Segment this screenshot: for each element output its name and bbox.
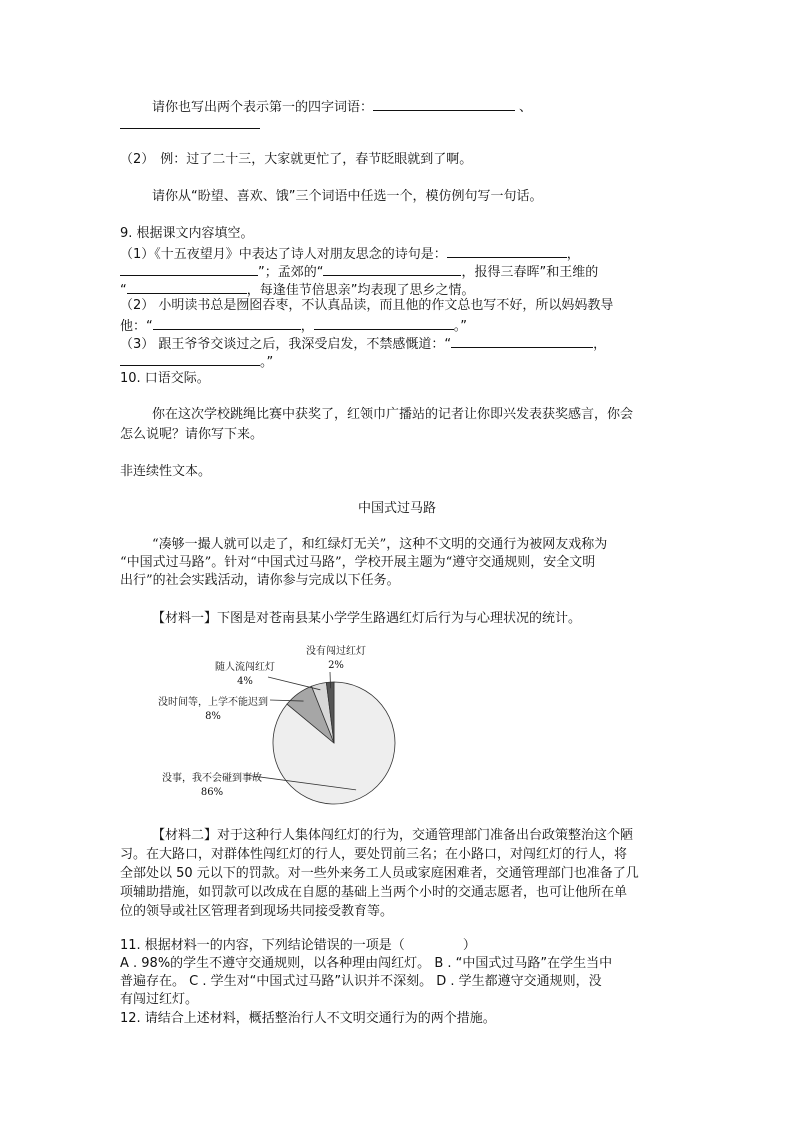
material2-line2: 习。在大路口，对群体性闯红灯的行人，要处罚前三名；在小路口，对闯红灯的行人，将	[120, 847, 628, 862]
separator-comma: 、	[519, 100, 533, 115]
q9-comma-2: ，	[300, 319, 314, 334]
q9-item3-text: （3） 跟王爷爷交谈过之后，我深受启发，不禁感慨道：“	[120, 337, 452, 352]
q9-item2-line1: （2） 小明读书总是囫囵吞枣，不认真品读，而且他的作文总也写不好，所以妈妈教导	[120, 298, 614, 313]
q9-title: 9. 根据课文内容填空。	[120, 226, 254, 241]
q9-item3-end: 。”	[260, 355, 274, 370]
article-p1-line1: “凑够一撮人就可以走了，和红绿灯无关”，这种不文明的交通行为被网友戏称为	[152, 537, 608, 552]
label-follow-crowd: 随人流闯红灯	[215, 662, 275, 673]
q9-comma-3: ，	[593, 337, 607, 352]
q11-paren-close: ）	[462, 938, 476, 953]
q11-options-line2: 普遍存在。 C . 学生对“中国式过马路”认识并不深刻。 D . 学生都遵守交通规则，没	[120, 974, 602, 989]
q2-label: （2）	[120, 152, 155, 167]
q10-line1: 你在这次学校跳绳比赛中获奖了，红领巾广播站的记者让你即兴发表获奖感言，你会	[152, 407, 634, 422]
q9-blank-5[interactable]	[153, 315, 301, 330]
q2-example: 例：过了二十三，大家就更忙了，春节眨眼就到了啊。	[160, 152, 473, 167]
q9-item3-line2	[120, 351, 273, 372]
q9-comma-1: ，	[566, 247, 580, 262]
q11-stem-line	[120, 937, 476, 955]
q2-instruction: 请你从“盼望、喜欢、饿”三个词语中任选一个，模仿例句写一句话。	[152, 189, 543, 204]
q9-san-chun: ，报得三春晖”和王维的	[461, 265, 599, 280]
answer-blank-2[interactable]	[120, 114, 260, 129]
article-p1-line2: “中国式过马路”。针对“中国式过马路”，学校开展主题为“遵守交通规则，安全文明	[120, 555, 596, 570]
answer-blank-line-2	[120, 114, 260, 135]
label-never-ran-red: 没有闯过红灯	[306, 646, 366, 657]
article-p1-line3: 出行”的社会实践活动，请你参与完成以下任务。	[120, 573, 400, 588]
q11-options-line1: A . 98%的学生不遵守交通规则，以各种理由闯红灯。 B . “中国式过马路”在学生当中	[120, 956, 613, 971]
material2-line5: 位的领导或社区管理者到现场共同接受教育等。	[120, 904, 394, 919]
material2-line1: 【材料二】对于这种行人集体闯红灯的行为，交通管理部门准备出台政策整治这个陋	[152, 828, 634, 843]
value-never-ran-red: 2%	[328, 660, 344, 671]
q9-item2-prefix: 他：“	[120, 319, 153, 334]
q9-blank-2[interactable]	[120, 261, 258, 276]
q9-blank-3[interactable]	[323, 261, 461, 276]
q11-stem: 11. 根据材料一的内容，下列结论错误的一项是（	[120, 938, 405, 953]
pie-chart	[0, 640, 794, 820]
nontext-heading: 非连续性文本。	[120, 464, 212, 479]
q10-line2: 怎么说呢？请你写下来。	[120, 427, 264, 442]
article-title: 中国式过马路	[357, 501, 436, 516]
q9-blank-4[interactable]	[127, 279, 247, 294]
material1-text: 【材料一】下图是对苍南县某小学学生路遇红灯后行为与心理状况的统计。	[152, 611, 582, 626]
q9-blank-7[interactable]	[451, 333, 593, 348]
q9-meng-jiao: ”；孟郊的“	[258, 265, 324, 280]
q9-wang-wei: ，每逢佳节倍思亲”均表现了思乡之情。	[246, 283, 475, 298]
four-char-prompt: 请你也写出两个表示第一的四字词语：	[152, 100, 374, 115]
q2-example-line	[120, 151, 472, 169]
leader-line	[330, 672, 331, 688]
answer-blank-1[interactable]	[373, 96, 515, 111]
q9-item1-text: （1）《十五夜望月》中表达了诗人对朋友思念的诗句是：	[120, 247, 447, 262]
q9-blank-6[interactable]	[314, 315, 454, 330]
value-no-time: 8%	[205, 711, 221, 722]
material2-line3: 全部处以 50 元以下的罚款。对一些外来务工人员或家庭困难者，交通管理部门也准备了几	[120, 866, 639, 881]
q10-title: 10. 口语交际。	[120, 371, 210, 386]
q9-item2-end: 。”	[453, 319, 468, 334]
material2-line4: 项辅助措施，如罚款可以改成在自愿的基础上当两个小时的交通志愿者，也可让他所在单	[120, 885, 628, 900]
q12-stem: 12. 请结合上述材料，概括整治行人不文明交通行为的两个措施。	[120, 1011, 496, 1026]
label-no-time: 没时间等，上学不能迟到	[158, 697, 268, 708]
value-follow-crowd: 4%	[237, 676, 253, 687]
value-no-accident: 86%	[200, 787, 224, 798]
q9-blank-8[interactable]	[120, 351, 260, 366]
leader-line	[268, 677, 320, 690]
q9-blank-1[interactable]	[447, 243, 567, 258]
q9-open-quote: “	[120, 283, 127, 298]
q11-options-line3: 有闯过红灯。	[120, 992, 199, 1007]
label-no-accident: 没事，我不会碰到事故	[162, 773, 262, 784]
